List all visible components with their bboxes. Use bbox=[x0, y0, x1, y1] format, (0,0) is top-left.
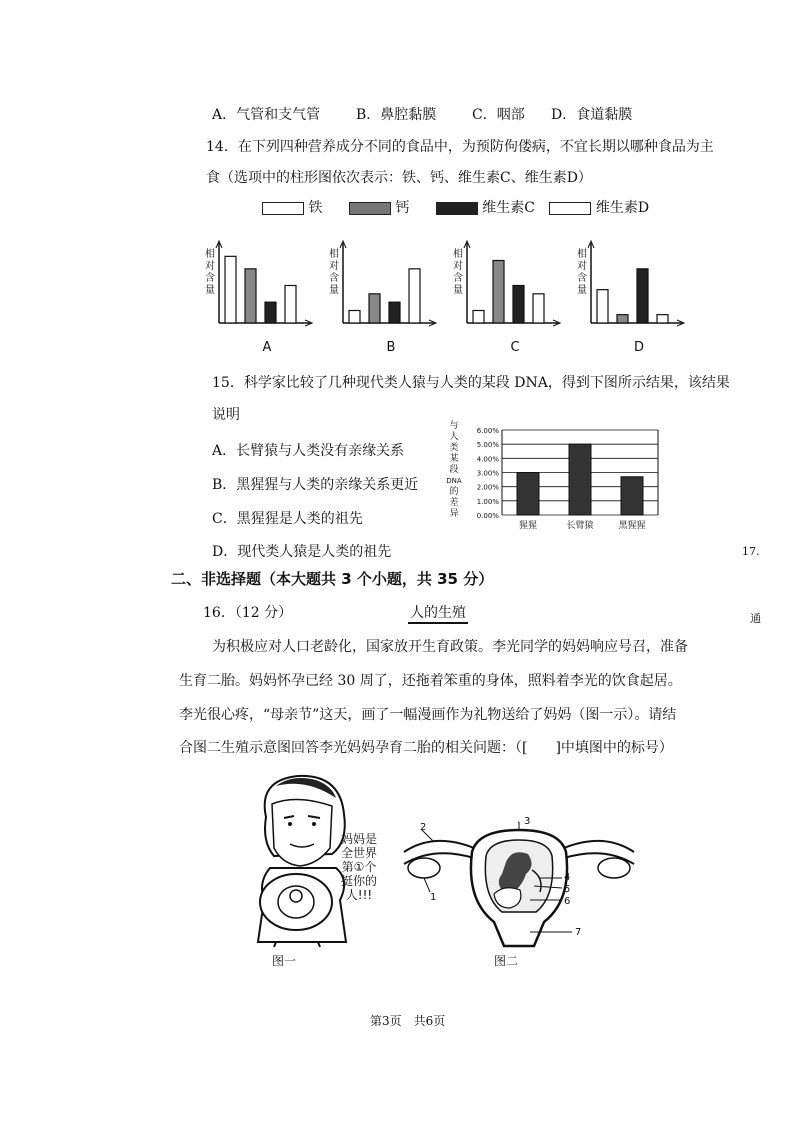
q13-option-b: B．鼻腔黏膜 bbox=[356, 107, 437, 123]
q15-option-b: B．黑猩猩与人类的亲缘关系更近 bbox=[212, 477, 419, 493]
legend-swatch-calcium bbox=[349, 202, 391, 215]
dna-chart-ylabel-char: 某 bbox=[449, 454, 459, 464]
dna-chart-ytick: 3.00% bbox=[476, 469, 499, 478]
margin-note-2: 通 bbox=[750, 612, 761, 625]
dna-chart-ytick: 5.00% bbox=[476, 441, 499, 450]
chart-A-bar-2 bbox=[265, 302, 276, 323]
chart-C-ylabel-char: 相 bbox=[453, 249, 463, 260]
q15-dna-chart bbox=[440, 420, 665, 535]
fig2-label-7: 7 bbox=[575, 927, 582, 938]
q16-topic: 人的生殖 bbox=[408, 602, 468, 624]
dna-chart-ylabel-char: 人 bbox=[449, 432, 459, 442]
speech-bubble-text bbox=[336, 832, 382, 902]
chart-B-bar-1 bbox=[369, 294, 380, 323]
chart-B-label: B bbox=[386, 340, 396, 355]
chart-C-ylabel-char: 含 bbox=[453, 273, 463, 284]
legend-label-calcium: 钙 bbox=[395, 200, 410, 216]
chart-C-bar-3 bbox=[533, 294, 544, 323]
bubble-line-2: 全世界 bbox=[340, 846, 377, 860]
fig2-label-6: 6 bbox=[564, 896, 571, 907]
dna-chart-ylabel-char: 的 bbox=[449, 487, 459, 497]
dna-chart-xtick: 黑猩猩 bbox=[618, 521, 646, 531]
dna-chart-bar-2 bbox=[621, 477, 643, 515]
chart-B-bar-3 bbox=[409, 269, 420, 323]
chart-C-bar-1 bbox=[493, 261, 504, 324]
dna-chart-ytick: 0.00% bbox=[476, 512, 499, 520]
chart-C-bar-2 bbox=[513, 286, 524, 324]
chart-D-ylabel-char: 含 bbox=[577, 273, 587, 284]
dna-chart-ylabel-char: 段 bbox=[449, 465, 459, 475]
chart-A-bar-1 bbox=[245, 269, 256, 323]
chart-D-ylabel-char: 量 bbox=[577, 285, 587, 296]
dna-chart-bar-1 bbox=[569, 444, 591, 515]
legend-label-iron: 铁 bbox=[308, 200, 323, 216]
q13-option-c: C．咽部 bbox=[472, 107, 525, 123]
dna-chart-ytick: 4.00% bbox=[476, 455, 499, 464]
bubble-line-3: 第①个 bbox=[341, 860, 377, 874]
q14-stem-line2: 食（选项中的柱形图依次表示：铁、钙、维生素C、维生素D） bbox=[206, 170, 592, 186]
dna-chart-ylabel-char: 异 bbox=[449, 509, 459, 519]
fig2-label-4: 4 bbox=[564, 872, 571, 883]
q13-option-d: D．食道黏膜 bbox=[551, 107, 633, 123]
dna-chart-ytick: 6.00% bbox=[476, 427, 499, 435]
dna-chart-ylabel-char: 类 bbox=[449, 443, 459, 453]
chart-B-ylabel-char: 相 bbox=[329, 249, 339, 260]
bubble-line-4: 挺你的 bbox=[340, 874, 377, 888]
q15-stem-line2: 说明 bbox=[212, 407, 240, 423]
fig2-label-3: 3 bbox=[524, 816, 531, 827]
q16-para-line3: 李光很心疼，“母亲节”这天，画了一幅漫画作为礼物送给了妈妈（图一示）。请结 bbox=[179, 707, 677, 723]
q15-stem-line1: 15．科学家比较了几种现代类人猿与人类的某段 DNA，得到下图所示结果，该结果 bbox=[212, 375, 730, 391]
margin-note-1: 17. bbox=[742, 545, 760, 558]
chart-D-bar-1 bbox=[617, 315, 628, 323]
legend-swatch-vitd bbox=[549, 202, 591, 215]
bubble-line-1: 妈妈是 bbox=[340, 832, 377, 846]
chart-A-bar-0 bbox=[225, 256, 236, 323]
dna-chart-ytick: 1.00% bbox=[476, 497, 499, 506]
dna-chart-bar-0 bbox=[517, 473, 539, 516]
chart-B-bar-0 bbox=[349, 311, 360, 324]
chart-A-label: A bbox=[262, 340, 272, 355]
chart-C-ylabel-char: 对 bbox=[453, 261, 463, 272]
chart-D-bar-2 bbox=[637, 269, 648, 323]
dna-chart-xtick: 长臂猿 bbox=[566, 521, 594, 531]
q15-option-c: C．黑猩猩是人类的祖先 bbox=[212, 511, 363, 527]
chart-D-bar-3 bbox=[657, 315, 668, 323]
chart-B-ylabel-char: 对 bbox=[329, 261, 339, 272]
chart-D-ylabel-char: 相 bbox=[577, 249, 587, 260]
q15-option-d: D．现代类人猿是人类的祖先 bbox=[212, 544, 392, 560]
q16-head: 16．（12 分） bbox=[203, 605, 293, 621]
figure-1-caption: 图一 bbox=[272, 954, 297, 968]
section-2-title: 二、非选择题（本大题共 3 个小题，共 35 分） bbox=[171, 570, 494, 588]
chart-A-ylabel-char: 量 bbox=[205, 285, 215, 296]
figure-2-caption: 图二 bbox=[494, 954, 519, 968]
page-footer: 第3页 共6页 bbox=[370, 1014, 446, 1028]
chart-C-label: C bbox=[510, 340, 520, 355]
dna-chart-ylabel-char: DNA bbox=[446, 477, 462, 485]
q15-option-a: A．长臂猿与人类没有亲缘关系 bbox=[212, 443, 405, 459]
dna-chart-ylabel-char: 与 bbox=[449, 421, 459, 431]
legend-swatch-vitc bbox=[436, 202, 478, 215]
fig2-label-5: 5 bbox=[564, 884, 571, 895]
q14-legend bbox=[262, 197, 649, 217]
q16-para-line1: 为积极应对人口老龄化，国家放开生育政策。李光同学的妈妈响应号召，准备 bbox=[212, 639, 688, 655]
legend-label-vitc: 维生素C bbox=[482, 200, 535, 216]
bubble-line-5: 人!!! bbox=[345, 888, 373, 902]
fig2-label-1: 1 bbox=[430, 892, 437, 903]
chart-D-label: D bbox=[633, 340, 645, 355]
fig2-label-2: 2 bbox=[420, 822, 427, 833]
dna-chart-ylabel-char: 差 bbox=[449, 498, 459, 508]
q13-option-a: A．气管和支气管 bbox=[212, 107, 321, 123]
chart-B-bar-2 bbox=[389, 302, 400, 323]
legend-swatch-iron bbox=[262, 202, 304, 215]
chart-B-ylabel-char: 量 bbox=[329, 285, 339, 296]
chart-A-ylabel-char: 对 bbox=[205, 261, 215, 272]
dna-chart-ytick: 2.00% bbox=[476, 483, 499, 492]
chart-C-bar-0 bbox=[473, 311, 484, 324]
q14-bar-charts bbox=[195, 235, 695, 360]
figure-2-reproductive-diagram bbox=[394, 812, 644, 952]
q16-para-line4: 合图二生殖示意图回答李光妈妈孕育二胎的相关问题：（[ ]中填图中的标号） bbox=[179, 740, 673, 756]
chart-B-ylabel-char: 含 bbox=[329, 273, 339, 284]
legend-label-vitd: 维生素D bbox=[595, 200, 650, 216]
q16-para-line2: 生育二胎。妈妈怀孕已经 30 周了，还拖着笨重的身体，照料着李光的饮食起居。 bbox=[179, 673, 682, 689]
chart-A-ylabel-char: 含 bbox=[205, 273, 215, 284]
chart-A-bar-3 bbox=[285, 286, 296, 324]
chart-D-ylabel-char: 对 bbox=[577, 261, 587, 272]
q14-stem-line1: 14．在下列四种营养成分不同的食品中，为预防佝偻病，不宜长期以哪种食品为主 bbox=[206, 139, 714, 155]
chart-A-ylabel-char: 相 bbox=[205, 249, 215, 260]
dna-chart-xtick: 猩猩 bbox=[518, 521, 538, 531]
chart-C-ylabel-char: 量 bbox=[453, 285, 463, 296]
chart-D-bar-0 bbox=[597, 290, 608, 323]
